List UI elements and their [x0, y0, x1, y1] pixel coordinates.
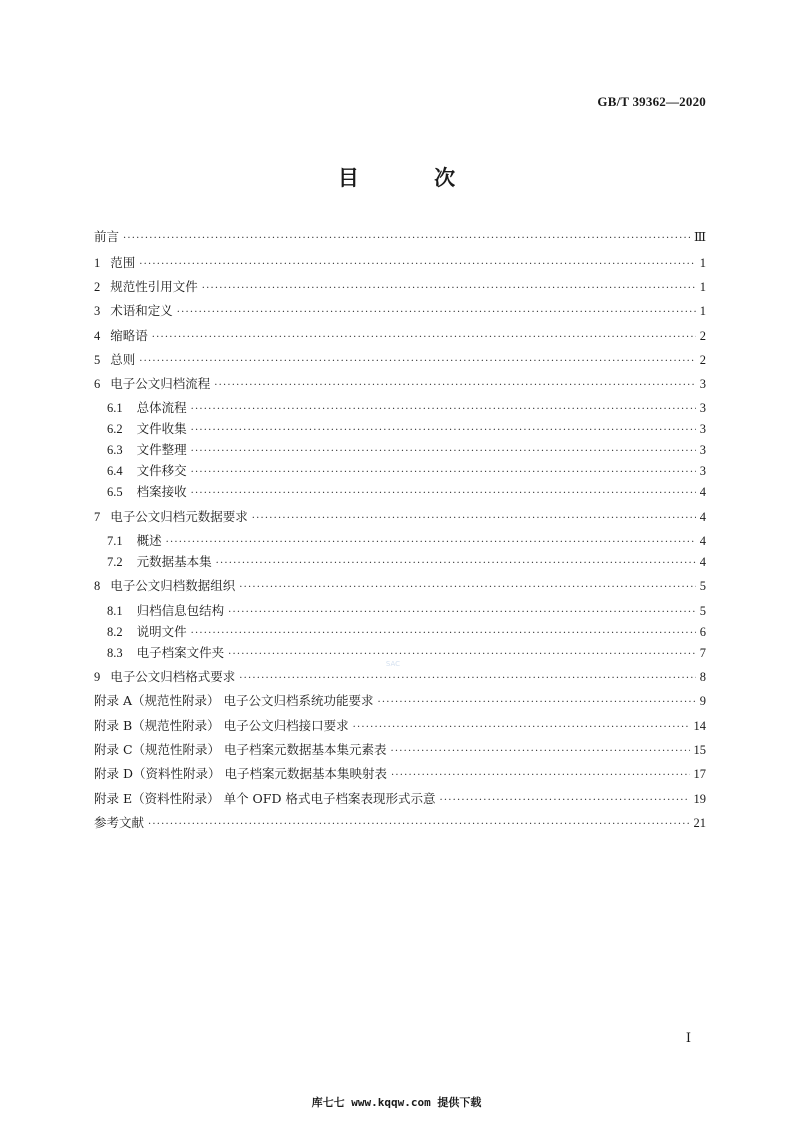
toc-entry-title: 文件移交 [136, 463, 187, 478]
standard-code: GB/T 39362—2020 [597, 94, 706, 109]
toc-entry-number: 8.3 [107, 646, 123, 660]
toc-entry[interactable] [94, 742, 706, 760]
toc-leader-dots [239, 580, 695, 596]
toc-leader-dots [252, 511, 696, 527]
toc-leader-dots [148, 817, 689, 833]
toc-entry-number: 2 [94, 280, 101, 294]
toc-leader-dots [191, 423, 696, 439]
toc-entry-number: 6.1 [107, 401, 123, 415]
toc-entry-title: 规范性引用文件 [110, 279, 198, 294]
toc-entry-title: 说明文件 [136, 624, 187, 639]
toc-entry-number: 5 [94, 353, 101, 367]
page-title: 目 次 [337, 165, 490, 190]
toc-entry[interactable] [94, 693, 706, 711]
toc-entry[interactable] [94, 533, 706, 551]
toc-leader-dots [239, 671, 695, 687]
toc-leader-dots [191, 402, 696, 418]
toc-entry[interactable] [94, 421, 706, 439]
toc-entry-page: 4 [699, 555, 706, 569]
toc-entry[interactable] [94, 815, 706, 833]
toc-leader-dots [191, 444, 696, 460]
toc-leader-dots [191, 465, 696, 481]
toc-entry[interactable] [94, 624, 706, 642]
toc-entry-page: 5 [699, 579, 706, 593]
toc-leader-dots [139, 257, 695, 273]
toc-entry[interactable] [94, 442, 706, 460]
toc-entry-number: 7 [94, 510, 101, 524]
toc-entry-page: 3 [699, 443, 706, 457]
toc-entry-page: 7 [699, 646, 706, 660]
toc-entry-title: 档案接收 [136, 484, 187, 499]
toc-entry-page: 3 [699, 377, 706, 391]
toc-entry[interactable] [94, 603, 706, 621]
toc-entry-number: 8.2 [107, 625, 123, 639]
toc-entry-page: 9 [699, 694, 706, 708]
toc-entry[interactable] [94, 669, 706, 687]
toc-entry-page: 5 [699, 604, 706, 618]
toc-entry[interactable] [94, 303, 706, 321]
toc-entry-title: 附录 C（规范性附录） 电子档案元数据基本集元素表 [94, 742, 387, 757]
toc-entry-page: 3 [699, 464, 706, 478]
toc-entry-title: 概述 [136, 533, 162, 548]
toc-entry-page: 15 [693, 743, 706, 757]
toc-entry-title: 电子档案文件夹 [136, 645, 225, 660]
toc-leader-dots [202, 281, 696, 297]
toc-entry-number: 9 [94, 670, 101, 684]
toc-entry-page: 21 [693, 816, 706, 830]
toc-entry[interactable] [94, 578, 706, 596]
toc-leader-dots [353, 720, 690, 736]
toc-entry[interactable] [94, 352, 706, 370]
toc-entry-page: 3 [699, 401, 706, 415]
toc-entry-title: 文件整理 [136, 442, 187, 457]
toc-entry-title: 总体流程 [136, 400, 187, 415]
toc-entry-title: 附录 B（规范性附录） 电子公文归档接口要求 [94, 718, 349, 733]
toc-entry-title: 范围 [110, 255, 136, 270]
toc-leader-dots [152, 330, 696, 346]
toc-entry-page: 4 [699, 485, 706, 499]
toc-entry-title: 总则 [110, 352, 136, 367]
toc-leader-dots [123, 231, 690, 247]
toc-entry-number: 1 [94, 256, 101, 270]
toc-entry-title: 参考文献 [94, 815, 145, 830]
toc-entry-number: 6.3 [107, 443, 123, 457]
toc-entry-number: 7.2 [107, 555, 123, 569]
toc-entry-page: 1 [699, 256, 706, 270]
toc-entry-number: 6.2 [107, 422, 123, 436]
toc-entry[interactable] [94, 791, 706, 809]
toc-entry-page: 2 [699, 353, 706, 367]
toc-entry-page: Ⅲ [693, 230, 706, 244]
toc-entry-page: 4 [699, 534, 706, 548]
toc-entry-page: 14 [693, 719, 706, 733]
toc-entry[interactable] [94, 255, 706, 273]
toc-entry-title: 文件收集 [136, 421, 187, 436]
toc-entry[interactable] [94, 400, 706, 418]
toc-leader-dots [391, 768, 690, 784]
toc-entry-page: 17 [693, 767, 706, 781]
toc-leader-dots [439, 793, 689, 809]
toc-entry[interactable] [94, 328, 706, 346]
toc-entry-title: 附录 E（资料性附录） 单个 OFD 格式电子档案表现形式示意 [94, 791, 436, 806]
toc-entry[interactable] [94, 484, 706, 502]
page-number: Ⅰ [685, 1030, 691, 1045]
toc-entry-page: 1 [699, 304, 706, 318]
toc-entry-title: 前言 [94, 229, 120, 244]
toc-leader-dots [214, 378, 695, 394]
toc-entry-number: 4 [94, 329, 101, 343]
download-footer: 库七七 www.kqqw.com 提供下载 [311, 1096, 482, 1109]
toc-entry-title: 附录 A（规范性附录） 电子公文归档系统功能要求 [94, 693, 374, 708]
toc-entry-title: 电子公文归档格式要求 [110, 669, 236, 684]
toc-leader-dots [377, 695, 695, 711]
toc-entry-number: 3 [94, 304, 101, 318]
toc-leader-dots [216, 556, 696, 572]
toc-leader-dots [391, 744, 690, 760]
toc-leader-dots [191, 486, 696, 502]
toc-leader-dots [177, 305, 696, 321]
toc-entry-number: 8.1 [107, 604, 123, 618]
toc-entry[interactable] [94, 509, 706, 527]
toc-entry[interactable] [94, 554, 706, 572]
toc-entry-number: 6.4 [107, 464, 123, 478]
toc-entry-title: 电子公文归档元数据要求 [110, 509, 248, 524]
toc-entry-title: 电子公文归档流程 [110, 376, 211, 391]
toc-entry-page: 2 [699, 329, 706, 343]
toc-entry-number: 7.1 [107, 534, 123, 548]
toc-entry-title: 术语和定义 [110, 303, 173, 318]
toc-entry-page: 4 [699, 510, 706, 524]
toc-entry[interactable] [94, 766, 706, 784]
toc-entry[interactable] [94, 376, 706, 394]
toc-entry-page: 8 [699, 670, 706, 684]
toc-entry-title: 电子公文归档数据组织 [110, 578, 236, 593]
toc-entry[interactable] [94, 229, 706, 247]
toc-entry-title: 元数据基本集 [136, 554, 212, 569]
toc-entry-page: 3 [699, 422, 706, 436]
toc-entry-page: 1 [699, 280, 706, 294]
toc-leader-dots [191, 626, 696, 642]
toc-entry-title: 附录 D（资料性附录） 电子档案元数据基本集映射表 [94, 766, 387, 781]
toc-leader-dots [166, 535, 696, 551]
toc-entry-title: 缩略语 [110, 328, 148, 343]
toc-entry-number: 8 [94, 579, 101, 593]
toc-entry-page: 6 [699, 625, 706, 639]
toc-entry-title: 归档信息包结构 [136, 603, 225, 618]
toc-entry[interactable] [94, 463, 706, 481]
toc-entry[interactable] [94, 279, 706, 297]
toc-leader-dots [228, 647, 696, 663]
toc-entry-page: 19 [693, 792, 706, 806]
toc-entry[interactable] [94, 718, 706, 736]
watermark-logo: SAC [385, 660, 401, 668]
toc-entry-number: 6.5 [107, 485, 123, 499]
toc-leader-dots [228, 605, 696, 621]
toc-leader-dots [139, 354, 695, 370]
toc-entry-number: 6 [94, 377, 101, 391]
